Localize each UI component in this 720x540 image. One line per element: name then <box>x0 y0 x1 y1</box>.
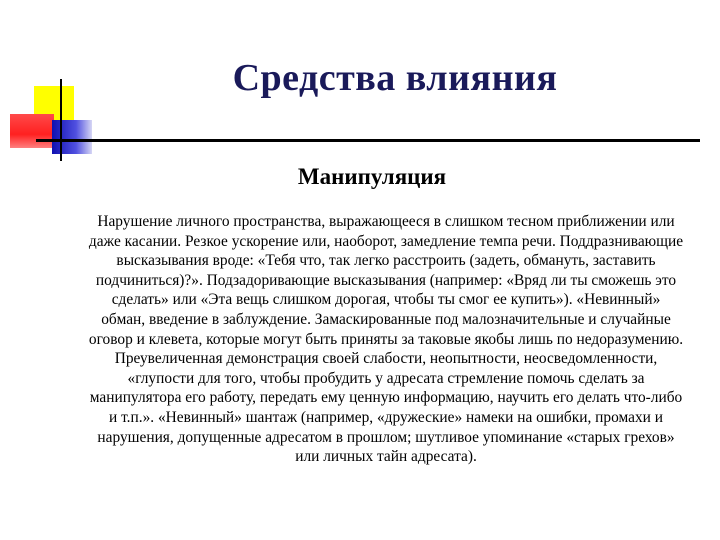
slide-title: Средства влияния <box>232 57 558 99</box>
red-square-decoration <box>10 114 54 148</box>
blue-square-decoration <box>52 120 92 154</box>
vertical-rule <box>60 79 62 161</box>
slide-body-text: Нарушение личного пространства, выражающееся в слишком тесном приближении или даже касании. Резкое ускорение или, наоборот, замедление темпа речи. Поддразнивающие высказывания вроде: «Тебя что, так легко расстроить (задеть, обмануть, заставить подчиниться)?». Подзадоривающие высказывания (например: «Вряд ли ты сможешь это сделать» или «Эта вещь слишком дорогая, чтобы ты смог ее купить»). «Невинный» обман, введение в заблуждение. Замаскированные под малозначительные и случайные оговор и клевета, которые могут быть приняты за таковые якобы лишь по недоразумению. Преувеличенная демонстрация своей слабости, неопытности, неосведомленности, «глупости для того, чтобы пробудить у адресата стремление помочь сделать за манипулятора его работу, передать ему ценную информацию, научить его делать что-либо и т.п.». «Невинный» шантаж (например, «дружеские» намеки на ошибки, промахи и нарушения, допущенные адресатом в прошлом; шутливое упоминание «старых грехов» или личных тайн адресата). <box>88 213 684 466</box>
horizontal-rule <box>36 139 700 142</box>
slide-subtitle: Манипуляция <box>297 164 447 189</box>
